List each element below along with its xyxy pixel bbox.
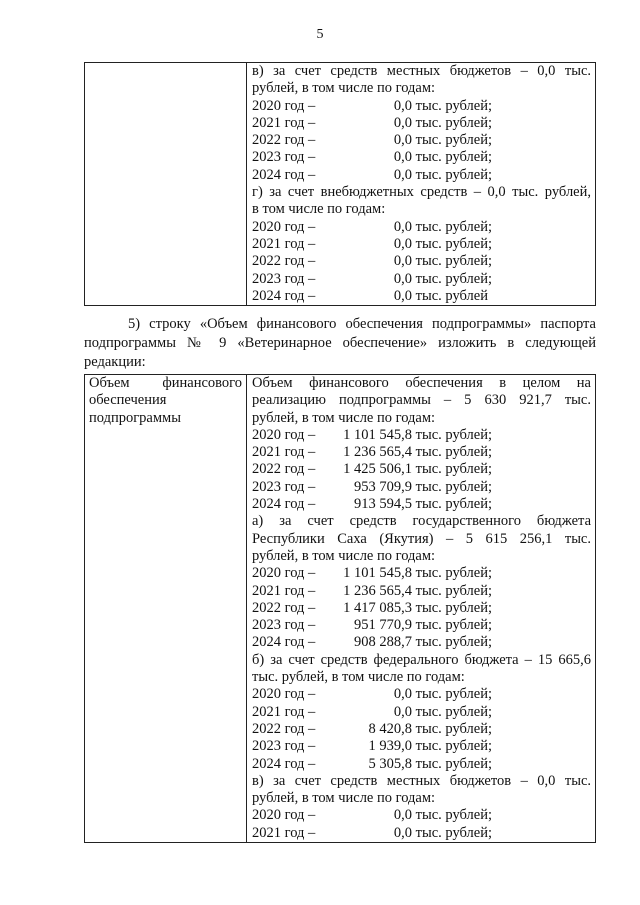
year-label: 2020 год – [252, 426, 316, 443]
year-label: 2021 год – [252, 235, 316, 252]
funding-table-continued [84, 62, 596, 306]
year-amount-row [252, 496, 591, 513]
year-amount-row [252, 288, 591, 305]
amount-value: 0,0 [393, 235, 412, 252]
amount-unit: тыс. рублей; [415, 253, 492, 270]
amount-value: 1 425 506,1 [343, 461, 412, 478]
amendment-paragraph [84, 315, 596, 372]
year-label: 2023 год – [252, 270, 316, 287]
table-row [85, 63, 596, 306]
year-label: 2024 год – [252, 287, 316, 304]
amount-value: 908 288,7 [354, 634, 412, 651]
amount-unit: тыс. рублей; [415, 565, 492, 582]
amount-unit: тыс. рублей; [415, 824, 492, 841]
text-line: реализацию подпрограммы – 5 630 921,7 тыс. [252, 392, 591, 409]
year-amount-row [252, 583, 591, 600]
text-line: а) за счет средств государственного бюджета [252, 513, 591, 530]
year-label: 2023 год – [252, 738, 316, 755]
year-amount-row [252, 149, 591, 166]
year-amount-row [252, 427, 591, 444]
paragraph-line: 5) строку «Объем финансового обеспечения подпрограммы» паспорта [128, 316, 596, 332]
year-amount-row [252, 756, 591, 773]
year-label: 2024 год – [252, 166, 316, 183]
label-line: подпрограммы [89, 409, 181, 426]
year-label: 2023 год – [252, 149, 316, 166]
amount-value: 1 236 565,4 [343, 582, 412, 599]
text-line: рублей, в том числе по годам: [252, 409, 436, 426]
text-line: тыс. рублей, в том числе по годам: [252, 669, 465, 686]
amount-unit: тыс. рублей; [415, 166, 492, 183]
text-line: б) за счет средств федерального бюджета – 15 665,6 [252, 651, 591, 668]
amount-value: 0,0 [393, 97, 412, 114]
amount-value: 0,0 [393, 824, 412, 841]
amount-value: 0,0 [393, 166, 412, 183]
amount-unit: тыс. рублей; [415, 755, 492, 772]
amount-unit: тыс. рублей; [415, 496, 492, 513]
amount-value: 0,0 [393, 807, 412, 824]
amount-value: 951 770,9 [354, 617, 412, 634]
year-amount-row [252, 98, 591, 115]
year-amount-row [252, 167, 591, 184]
amount-unit: тыс. рублей; [415, 114, 492, 131]
year-label: 2020 год – [252, 686, 316, 703]
amount-value: 0,0 [393, 686, 412, 703]
amount-unit: тыс. рублей; [415, 807, 492, 824]
amount-value: 1 939,0 [368, 738, 412, 755]
year-label: 2022 год – [252, 253, 316, 270]
amount-value: 0,0 [393, 253, 412, 270]
text-line: в том числе по годам: [252, 201, 386, 218]
amount-unit: тыс. рублей; [415, 634, 492, 651]
year-amount-row [252, 634, 591, 651]
year-label: 2022 год – [252, 132, 316, 149]
year-amount-row [252, 704, 591, 721]
label-cell [85, 375, 247, 843]
amount-unit: тыс. рублей; [415, 97, 492, 114]
year-label: 2020 год – [252, 97, 316, 114]
table-row [85, 375, 596, 843]
year-amount-row [252, 721, 591, 738]
paragraph-line: редакции: [84, 354, 146, 370]
year-amount-row [252, 236, 591, 253]
year-label: 2022 год – [252, 461, 316, 478]
amount-unit: тыс. рублей; [415, 461, 492, 478]
year-amount-row [252, 444, 591, 461]
amount-value: 0,0 [393, 218, 412, 235]
amount-unit: тыс. рублей; [415, 444, 492, 461]
text-line: Объем финансового обеспечения в целом на [252, 375, 591, 391]
year-label: 2021 год – [252, 824, 316, 841]
year-label: 2020 год – [252, 218, 316, 235]
amount-value: 0,0 [393, 132, 412, 149]
text-line: рублей, в том числе по годам: [252, 80, 436, 97]
amount-unit: тыс. рублей; [415, 720, 492, 737]
amount-value: 0,0 [393, 703, 412, 720]
text-line: в) за счет средств местных бюджетов – 0,0 тыс. [252, 772, 591, 789]
content-cell [247, 63, 596, 306]
text-line: г) за счет внебюджетных средств – 0,0 тыс. рублей, [252, 184, 591, 201]
year-label: 2020 год – [252, 807, 316, 824]
label-cell [85, 63, 247, 306]
year-amount-row [252, 600, 591, 617]
label-line: обеспечения [89, 392, 167, 409]
amount-value: 1 101 545,8 [343, 426, 412, 443]
label-line: Объем финансового [89, 375, 242, 391]
amount-unit: тыс. рублей; [415, 478, 492, 495]
amount-value: 1 417 085,3 [343, 599, 412, 616]
year-amount-row [252, 738, 591, 755]
amount-unit: тыс. рублей; [415, 738, 492, 755]
amount-unit: тыс. рублей; [415, 617, 492, 634]
amount-value: 8 420,8 [368, 720, 412, 737]
content-cell [247, 375, 596, 843]
year-amount-row [252, 253, 591, 270]
year-amount-row [252, 115, 591, 132]
year-label: 2024 год – [252, 755, 316, 772]
year-amount-row [252, 271, 591, 288]
year-amount-row [252, 132, 591, 149]
year-label: 2020 год – [252, 565, 316, 582]
amount-unit: тыс. рублей; [415, 686, 492, 703]
year-label: 2021 год – [252, 582, 316, 599]
amount-unit: тыс. рублей; [415, 235, 492, 252]
year-label: 2024 год – [252, 634, 316, 651]
funding-table-subprogram-9 [84, 374, 596, 843]
year-amount-row [252, 219, 591, 236]
year-label: 2022 год – [252, 599, 316, 616]
page-number: 5 [316, 27, 324, 42]
amount-unit: тыс. рублей; [415, 426, 492, 443]
amount-unit: тыс. рублей; [415, 270, 492, 287]
year-label: 2023 год – [252, 617, 316, 634]
amount-value: 1 236 565,4 [343, 444, 412, 461]
amount-unit: тыс. рублей; [415, 218, 492, 235]
amount-value: 0,0 [393, 270, 412, 287]
amount-unit: тыс. рублей; [415, 149, 492, 166]
amount-value: 0,0 [393, 149, 412, 166]
year-label: 2021 год – [252, 444, 316, 461]
amount-unit: тыс. рублей; [415, 582, 492, 599]
year-label: 2021 год – [252, 114, 316, 131]
amount-value: 0,0 [393, 287, 412, 304]
amount-value: 1 101 545,8 [343, 565, 412, 582]
year-amount-row [252, 479, 591, 496]
amount-value: 913 594,5 [354, 496, 412, 513]
year-amount-row [252, 617, 591, 634]
paragraph-line: подпрограммы № 9 «Ветеринарное обеспечение» изложить в следующей [84, 335, 596, 351]
amount-value: 953 709,9 [354, 478, 412, 495]
amount-value: 0,0 [393, 114, 412, 131]
year-amount-row [252, 565, 591, 582]
amount-unit: тыс. рублей; [415, 599, 492, 616]
text-line: Республики Саха (Якутия) – 5 615 256,1 тыс. [252, 530, 591, 547]
year-amount-row [252, 461, 591, 478]
year-amount-row [252, 825, 591, 842]
amount-unit: тыс. рублей; [415, 703, 492, 720]
year-label: 2023 год – [252, 478, 316, 495]
year-label: 2022 год – [252, 720, 316, 737]
text-line: рублей, в том числе по годам: [252, 790, 436, 807]
year-label: 2021 год – [252, 703, 316, 720]
text-line: в) за счет средств местных бюджетов – 0,0 тыс. [252, 63, 591, 79]
amount-value: 5 305,8 [368, 755, 412, 772]
year-amount-row [252, 686, 591, 703]
text-line: рублей, в том числе по годам: [252, 547, 436, 564]
amount-unit: тыс. рублей [415, 287, 488, 304]
year-label: 2024 год – [252, 496, 316, 513]
year-amount-row [252, 807, 591, 824]
amount-unit: тыс. рублей; [415, 132, 492, 149]
